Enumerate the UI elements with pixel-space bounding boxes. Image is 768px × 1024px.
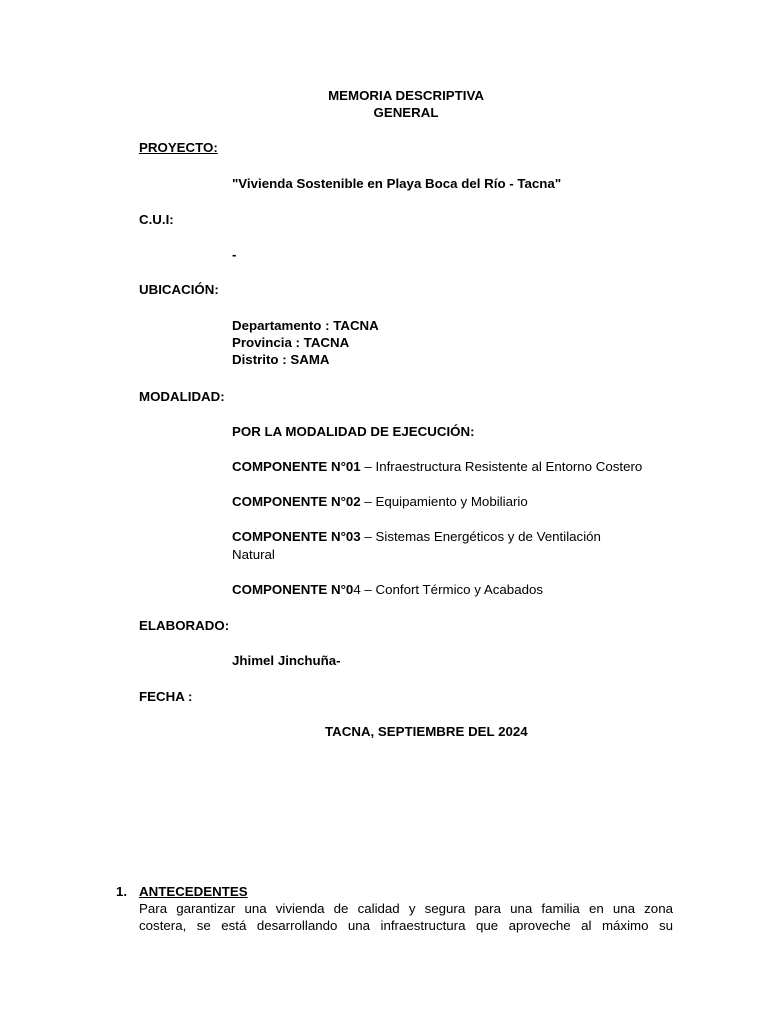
section-1-heading: ANTECEDENTES xyxy=(139,884,248,899)
componente-02 xyxy=(232,493,528,510)
componente-03-desc-continued: Natural xyxy=(232,547,275,562)
proyecto-value: "Vivienda Sostenible en Playa Boca del Río - Tacna" xyxy=(232,176,562,191)
componente-04-code-digit: 4 xyxy=(353,582,361,597)
elaborado-label: ELABORADO: xyxy=(139,618,230,633)
section-1-paragraph-line2: costera, se está desarrollando una infraestructura que aproveche al máximo su xyxy=(139,918,673,933)
fecha-label: FECHA : xyxy=(139,689,193,704)
elaborado-value: Jhimel Jinchuña- xyxy=(232,653,341,668)
ubicacion-distrito: Distrito : SAMA xyxy=(232,352,330,367)
document-title-line1: MEMORIA DESCRIPTIVA xyxy=(328,88,484,103)
ubicacion-label: UBICACIÓN: xyxy=(139,282,219,297)
modalidad-heading: POR LA MODALIDAD DE EJECUCIÓN: xyxy=(232,424,475,439)
componente-03 xyxy=(232,528,601,545)
componente-04-desc: – Confort Térmico y Acabados xyxy=(360,582,544,597)
document-title-line2: GENERAL xyxy=(373,105,439,120)
componente-03-desc: – Sistemas Energéticos y de Ventilación xyxy=(360,529,601,544)
ubicacion-provincia: Provincia : TACNA xyxy=(232,335,350,350)
proyecto-label: PROYECTO: xyxy=(139,140,218,155)
componente-02-desc: – Equipamiento y Mobiliario xyxy=(360,494,528,509)
cui-label: C.U.I: xyxy=(139,212,174,227)
componente-03-code: COMPONENTE N°03 xyxy=(232,529,361,544)
modalidad-label: MODALIDAD: xyxy=(139,389,225,404)
ubicacion-departamento: Departamento : TACNA xyxy=(232,318,379,333)
componente-01-desc: – Infraestructura Resistente al Entorno Costero xyxy=(360,459,643,474)
section-1-paragraph-line1: Para garantizar una vivienda de calidad y segura para una familia en una zona xyxy=(139,901,673,916)
cui-value: - xyxy=(232,247,237,262)
componente-04-code: COMPONENTE N°0 xyxy=(232,582,354,597)
componente-01-code: COMPONENTE N°01 xyxy=(232,459,361,474)
componente-04 xyxy=(232,581,543,598)
componente-02-code: COMPONENTE N°02 xyxy=(232,494,361,509)
componente-01 xyxy=(232,458,642,475)
section-1-number: 1. xyxy=(116,884,128,899)
fecha-value: TACNA, SEPTIEMBRE DEL 2024 xyxy=(325,724,528,739)
